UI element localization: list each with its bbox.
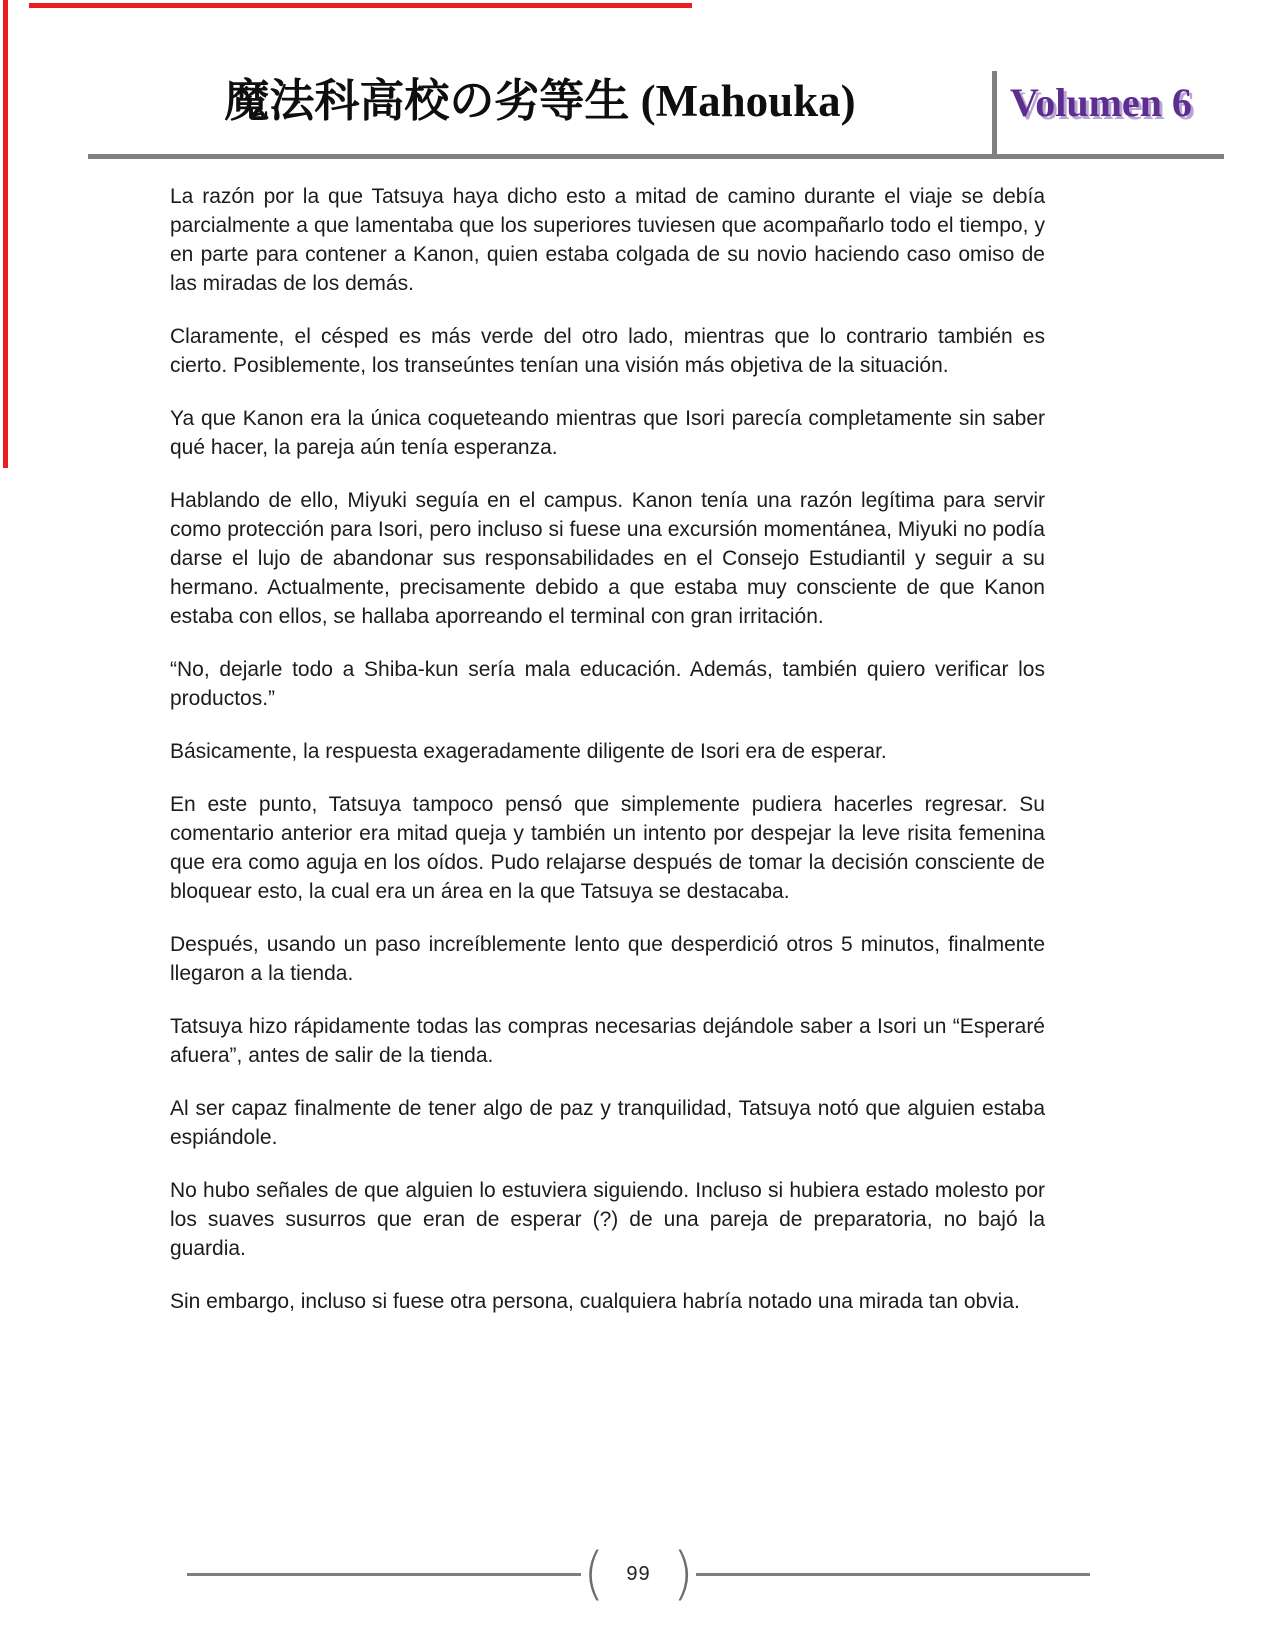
footer-rule-left [187, 1573, 581, 1576]
page-footer [187, 1540, 1090, 1607]
page-title: 魔法科高校の劣等生 (Mahouka) [224, 76, 856, 126]
right-bracket-icon: ) [672, 1540, 694, 1607]
red-edge-mark-vertical [3, 0, 8, 468]
body-text [170, 182, 1045, 1340]
paragraph: La razón por la que Tatsuya haya dicho esto a mitad de camino durante el viaje se debía parcialmente a que lamentaba que los superiores tuviesen que acompañarlo todo el tiempo, y en parte para contener a Kanon, quien estaba colgada de su novio haciendo caso omiso de las miradas de los demás. [170, 185, 1045, 295]
paragraph: Después, usando un paso increíblemente lento que desperdició otros 5 minutos, finalmente llegaron a la tienda. [170, 933, 1045, 985]
paragraph: En este punto, Tatsuya tampoco pensó que simplemente pudiera hacerles regresar. Su comentario anterior era mitad queja y también un intento por despejar la leve risita femenina que era como aguja en los oídos. Pudo relajarse después de tomar la decisión consciente de bloquear esto, la cual era un área en la que Tatsuya se destacaba. [170, 793, 1045, 903]
paragraph: Hablando de ello, Miyuki seguía en el campus. Kanon tenía una razón legítima para servir como protección para Isori, pero incluso si fuese una excursión momentánea, Miyuki no podía darse el lujo de abandonar sus responsabilidades en el Consejo Estudiantil y seguir a su hermano. Actualmente, precisamente debido a que estaba muy consciente de que Kanon estaba con ellos, se hallaba aporreando el terminal con gran irritación. [170, 489, 1045, 628]
paragraph: “No, dejarle todo a Shiba-kun sería mala educación. Además, también quiero verificar los productos.” [170, 658, 1045, 710]
paragraph: Al ser capaz finalmente de tener algo de paz y tranquilidad, Tatsuya notó que alguien estaba espiándole. [170, 1097, 1045, 1149]
header-rule [88, 154, 1224, 159]
paragraph: Tatsuya hizo rápidamente todas las compras necesarias dejándole saber a Isori un “Esperaré afuera”, antes de salir de la tienda. [170, 1015, 1045, 1067]
paragraph: No hubo señales de que alguien lo estuviera siguiendo. Incluso si hubiera estado molesto por los suaves susurros que eran de esperar (?) de una pareja de preparatoria, no bajó la guardia. [170, 1179, 1045, 1260]
paragraph: Sin embargo, incluso si fuese otra persona, cualquiera habría notado una mirada tan obvia. [170, 1290, 1020, 1313]
paragraph: Ya que Kanon era la única coqueteando mientras que Isori parecía completamente sin saber qué hacer, la pareja aún tenía esperanza. [170, 407, 1045, 459]
paragraph: Básicamente, la respuesta exageradamente diligente de Isori era de esperar. [170, 740, 887, 763]
volume-divider-bar [992, 71, 997, 159]
page-number: 99 [626, 1562, 651, 1585]
volume-label: Volumen 6 [1010, 80, 1192, 125]
paragraph: Claramente, el césped es más verde del otro lado, mientras que lo contrario también es cierto. Posiblemente, los transeúntes tenían una visión más objetiva de la situación. [170, 325, 1045, 377]
footer-rule-right [696, 1573, 1090, 1576]
left-bracket-icon: ( [583, 1540, 605, 1607]
red-edge-mark-horizontal [29, 3, 692, 8]
